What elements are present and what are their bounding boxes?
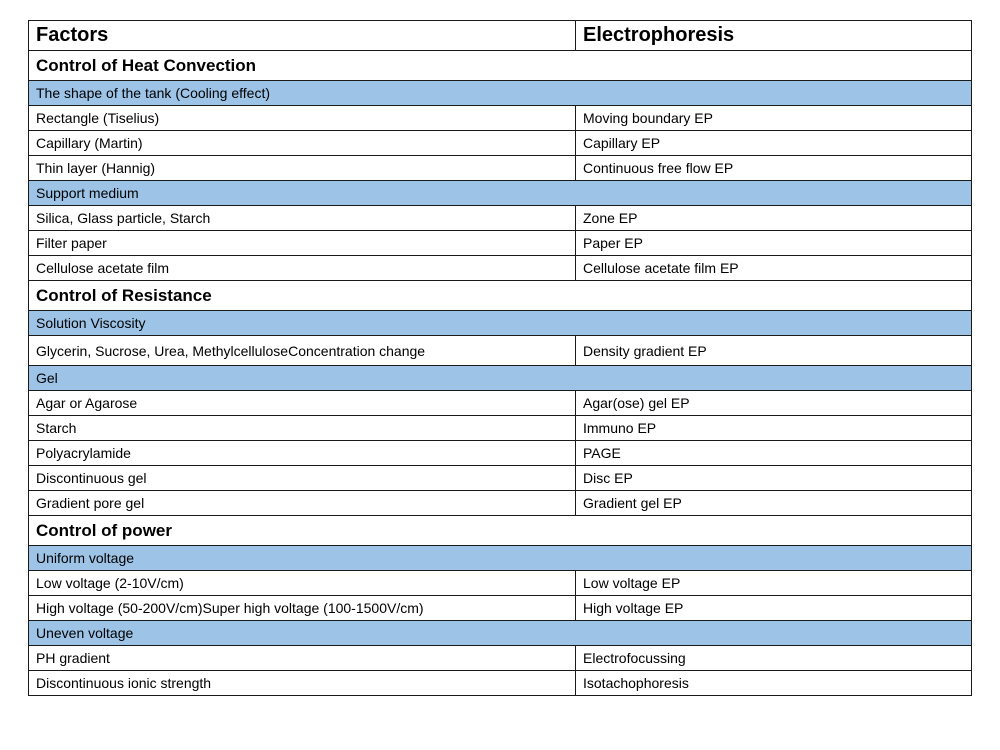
section-heading-row <box>29 516 972 546</box>
subheading: Support medium <box>29 181 972 206</box>
subheading: Uniform voltage <box>29 546 972 571</box>
factor-cell: PH gradient <box>29 646 576 671</box>
section-heading-row <box>29 281 972 311</box>
table-row <box>29 206 972 231</box>
table-row <box>29 596 972 621</box>
factor-cell: Low voltage (2-10V/cm) <box>29 571 576 596</box>
subheading: The shape of the tank (Cooling effect) <box>29 81 972 106</box>
factor-cell: Agar or Agarose <box>29 391 576 416</box>
factor-cell: Starch <box>29 416 576 441</box>
table-body <box>29 51 972 696</box>
electrophoresis-cell: Immuno EP <box>576 416 972 441</box>
electrophoresis-cell: Disc EP <box>576 466 972 491</box>
electrophoresis-cell: High voltage EP <box>576 596 972 621</box>
table-row <box>29 256 972 281</box>
table-row <box>29 156 972 181</box>
header-row <box>29 21 972 51</box>
electrophoresis-cell: PAGE <box>576 441 972 466</box>
subheading-row <box>29 311 972 336</box>
factor-cell: Capillary (Martin) <box>29 131 576 156</box>
section-heading: Control of Resistance <box>29 281 972 311</box>
subheading-row <box>29 181 972 206</box>
header-electrophoresis: Electrophoresis <box>576 21 972 51</box>
table-row <box>29 391 972 416</box>
electrophoresis-cell: Isotachophoresis <box>576 671 972 696</box>
header-factors: Factors <box>29 21 576 51</box>
factor-cell: Discontinuous gel <box>29 466 576 491</box>
electrophoresis-cell: Paper EP <box>576 231 972 256</box>
factor-cell: Cellulose acetate film <box>29 256 576 281</box>
electrophoresis-cell: Electrofocussing <box>576 646 972 671</box>
electrophoresis-cell: Moving boundary EP <box>576 106 972 131</box>
electrophoresis-cell: Continuous free flow EP <box>576 156 972 181</box>
electrophoresis-cell: Gradient gel EP <box>576 491 972 516</box>
table-row <box>29 571 972 596</box>
subheading-row <box>29 621 972 646</box>
factor-cell: Filter paper <box>29 231 576 256</box>
table-row <box>29 106 972 131</box>
table-row <box>29 466 972 491</box>
electrophoresis-cell: Density gradient EP <box>576 336 972 366</box>
table-row <box>29 441 972 466</box>
table-row <box>29 131 972 156</box>
subheading-row <box>29 81 972 106</box>
section-heading: Control of power <box>29 516 972 546</box>
table-row <box>29 336 972 366</box>
table-row <box>29 671 972 696</box>
electrophoresis-cell: Agar(ose) gel EP <box>576 391 972 416</box>
section-heading-row <box>29 51 972 81</box>
factor-cell: High voltage (50-200V/cm)Super high voltage (100-1500V/cm) <box>29 596 576 621</box>
table-row <box>29 646 972 671</box>
factor-cell: Silica, Glass particle, Starch <box>29 206 576 231</box>
factor-cell: Rectangle (Tiselius) <box>29 106 576 131</box>
factor-cell: Gradient pore gel <box>29 491 576 516</box>
factor-cell: Thin layer (Hannig) <box>29 156 576 181</box>
subheading: Solution Viscosity <box>29 311 972 336</box>
factor-cell: Discontinuous ionic strength <box>29 671 576 696</box>
table-row <box>29 231 972 256</box>
electrophoresis-cell: Low voltage EP <box>576 571 972 596</box>
factor-cell: Glycerin, Sucrose, Urea, MethylcelluloseConcentration change <box>29 336 576 366</box>
electrophoresis-cell: Cellulose acetate film EP <box>576 256 972 281</box>
table-row <box>29 491 972 516</box>
electrophoresis-cell: Zone EP <box>576 206 972 231</box>
subheading: Gel <box>29 366 972 391</box>
table-row <box>29 416 972 441</box>
factors-table <box>28 20 972 696</box>
electrophoresis-cell: Capillary EP <box>576 131 972 156</box>
subheading-row <box>29 366 972 391</box>
subheading: Uneven voltage <box>29 621 972 646</box>
factor-cell: Polyacrylamide <box>29 441 576 466</box>
section-heading: Control of Heat Convection <box>29 51 972 81</box>
subheading-row <box>29 546 972 571</box>
